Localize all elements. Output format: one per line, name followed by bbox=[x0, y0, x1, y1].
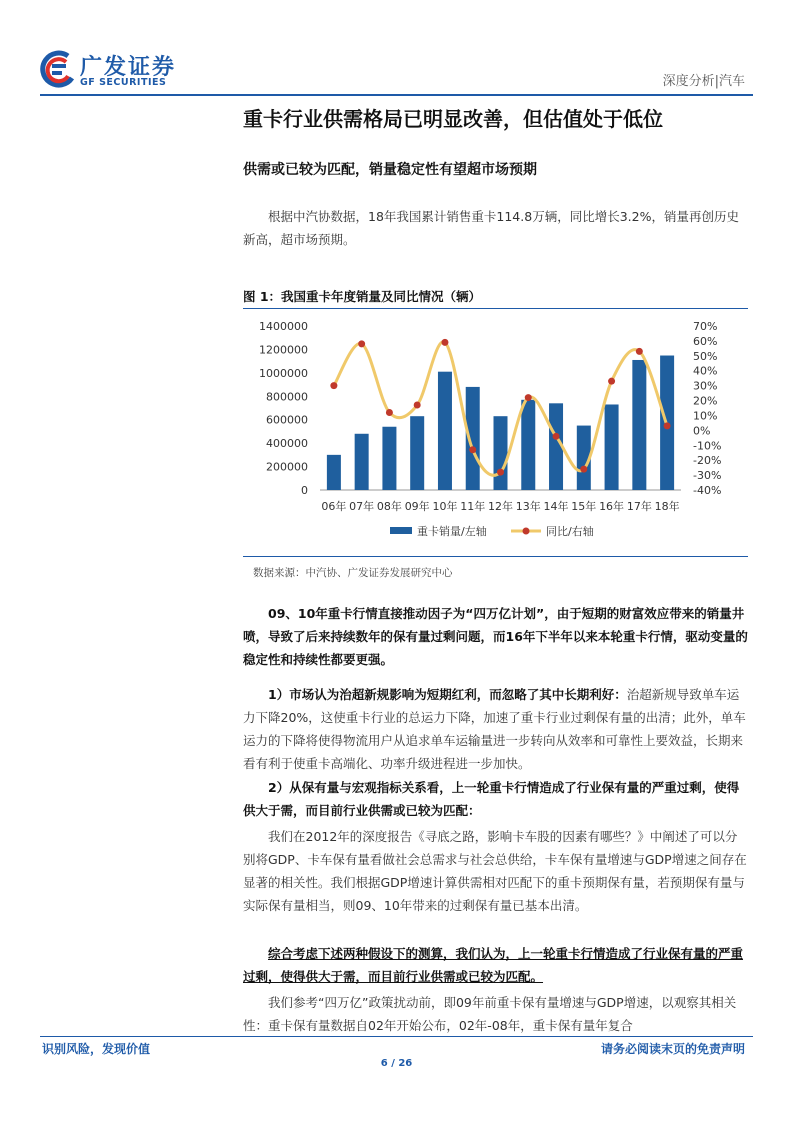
paragraph-conclusion: 综合考虑下述两种假设下的测算，我们认为，上一轮重卡行情造成了行业保有量的严重过剩，使得供大于需，而目前行业供需或已较为匹配。 bbox=[243, 946, 744, 984]
x-tick-label: 10年 bbox=[432, 500, 458, 513]
logo-text-en: GF SECURITIES bbox=[80, 77, 167, 88]
y-left-tick-label: 600000 bbox=[266, 413, 308, 427]
yoy-point bbox=[358, 340, 365, 347]
legend-line-label: 同比/右轴 bbox=[546, 525, 594, 538]
y-right-tick-label: 10% bbox=[693, 409, 718, 423]
y-right-tick-label: 50% bbox=[693, 349, 718, 363]
y-right-tick-label: 20% bbox=[693, 394, 718, 408]
y-right-tick-label: 30% bbox=[693, 379, 718, 393]
yoy-point bbox=[330, 382, 337, 389]
company-logo bbox=[38, 50, 178, 96]
yoy-point bbox=[636, 348, 643, 355]
x-tick-label: 18年 bbox=[654, 500, 680, 513]
intro-paragraph: 根据中汽协数据，18年我国累计销售重卡114.8万辆，同比增长3.2%，销量再创历史新高，超市场预期。 bbox=[243, 209, 739, 247]
sales-bar bbox=[605, 404, 619, 490]
y-left-tick-label: 0 bbox=[301, 484, 308, 497]
legend-line-marker bbox=[523, 528, 530, 535]
yoy-point bbox=[497, 469, 504, 476]
x-tick-label: 15年 bbox=[571, 500, 597, 513]
x-tick-label: 14年 bbox=[543, 500, 569, 513]
figure-top-rule bbox=[243, 308, 748, 309]
figure-title: 图 1：我国重卡年度销量及同比情况（辆） bbox=[243, 289, 482, 304]
figure-bottom-rule bbox=[243, 556, 748, 557]
sales-bar bbox=[521, 400, 535, 490]
x-tick-label: 09年 bbox=[404, 500, 430, 513]
sales-bar bbox=[382, 427, 396, 490]
yoy-point bbox=[386, 409, 393, 416]
sales-bar bbox=[327, 455, 341, 490]
paragraph-regulation bbox=[243, 683, 748, 775]
footer-slogan: 识别风险，发现价值 bbox=[42, 1042, 151, 1056]
yoy-point bbox=[580, 466, 587, 473]
y-left-tick-label: 1200000 bbox=[259, 343, 308, 357]
x-tick-label: 08年 bbox=[376, 500, 402, 513]
paragraph-regulation-body: 治超新规导致单车运力下降20%，这使重卡行业的总运力下降，加速了重卡行业过剩保有量的出清；此外，单车运力的下降将使得物流用户从追求单车运输量进一步转向从效率和可靠性上要效益，长期来看有利于使重卡高端化、功率升级进程进一步加快。 bbox=[243, 687, 746, 771]
y-right-tick-label: 70% bbox=[693, 320, 718, 333]
yoy-point bbox=[525, 394, 532, 401]
x-tick-label: 12年 bbox=[488, 500, 513, 513]
sales-chart bbox=[243, 310, 748, 559]
paragraph-inventory-macro: 2）从保有量与宏观指标关系看，上一轮重卡行情造成了行业保有量的严重过剩，使得供大于需，而目前行业供需或已较为匹配： bbox=[243, 780, 740, 818]
y-left-tick-label: 200000 bbox=[266, 460, 308, 474]
sales-chart-svg bbox=[243, 310, 748, 555]
y-right-tick-label: -30% bbox=[693, 469, 722, 483]
yoy-point bbox=[664, 422, 671, 429]
section-subtitle: 供需或已较为匹配，销量稳定性有望超市场预期 bbox=[243, 162, 537, 178]
report-category: 深度分析|汽车 bbox=[662, 74, 745, 89]
paragraph-four-trillion-reference: 我们参考“四万亿”政策扰动前，即09年前重卡保有量增速与GDP增速，以观察其相关性：重卡保有量数据自02年开始公布，02年-08年，重卡保有量年复合 bbox=[243, 995, 737, 1033]
yoy-point bbox=[441, 339, 448, 346]
y-left-tick-label: 800000 bbox=[266, 390, 308, 404]
x-tick-label: 07年 bbox=[349, 500, 375, 513]
yoy-point bbox=[553, 433, 560, 440]
yoy-point bbox=[608, 378, 615, 385]
y-right-tick-label: 40% bbox=[693, 364, 718, 378]
sales-bar bbox=[494, 416, 508, 490]
yoy-point bbox=[414, 402, 421, 409]
yoy-point bbox=[469, 446, 476, 453]
x-tick-label: 17年 bbox=[626, 500, 652, 513]
sales-bar bbox=[438, 372, 452, 490]
x-tick-label: 16年 bbox=[599, 500, 625, 513]
paragraph-regulation-lead: 1）市场认为治超新规影响为短期红利，而忽略了其中长期利好： bbox=[268, 687, 627, 702]
y-right-tick-label: 0% bbox=[693, 424, 711, 438]
legend-bar-swatch bbox=[390, 527, 412, 534]
y-left-tick-label: 1400000 bbox=[259, 320, 308, 333]
x-tick-label: 13年 bbox=[515, 500, 541, 513]
section-title: 重卡行业供需格局已明显改善，但估值处于低位 bbox=[243, 107, 663, 131]
gf-logo-icon bbox=[38, 50, 76, 90]
x-tick-label: 11年 bbox=[460, 500, 486, 513]
footer-divider bbox=[40, 1036, 753, 1037]
logo-text-cn: 广发证券 bbox=[80, 55, 177, 80]
header-divider bbox=[40, 94, 753, 96]
y-right-tick-label: -40% bbox=[693, 484, 722, 497]
footer-disclaimer: 请务必阅读末页的免责声明 bbox=[600, 1042, 745, 1056]
sales-bar bbox=[355, 434, 369, 490]
paragraph-four-trillion: 09、10年重卡行情直接推动因子为“四万亿计划”，由于短期的财富效应带来的销量井喷，导致了后来持续数年的保有量过剩问题，而16年下半年以来本轮重卡行情，驱动变量的稳定性和持续性都要更强。 bbox=[243, 606, 748, 667]
paragraph-2012-report: 我们在2012年的深度报告《寻底之路，影响卡车股的因素有哪些？》中阐述了可以分别将GDP、卡车保有量看做社会总需求与社会总供给，卡车保有量增速与GDP增速之间存在显著的相关性。我们根据GDP增速计算供需相对匹配下的重卡预期保有量，若预期保有量与实际保有量相当，则09、10年带来的过剩保有量已基本出清。 bbox=[243, 829, 747, 913]
y-left-tick-label: 1000000 bbox=[259, 366, 308, 380]
x-tick-label: 06年 bbox=[321, 500, 347, 513]
y-right-tick-label: 60% bbox=[693, 334, 718, 348]
sales-bar bbox=[410, 416, 424, 490]
page-number: 6 / 26 bbox=[380, 1058, 413, 1069]
y-right-tick-label: -10% bbox=[693, 439, 722, 453]
legend-bar-label: 重卡销量/左轴 bbox=[417, 525, 487, 538]
y-left-tick-label: 400000 bbox=[266, 437, 308, 451]
sales-bar bbox=[632, 360, 646, 490]
figure-source: 数据来源：中汽协、广发证券发展研究中心 bbox=[253, 567, 453, 579]
y-right-tick-label: -20% bbox=[693, 454, 722, 468]
